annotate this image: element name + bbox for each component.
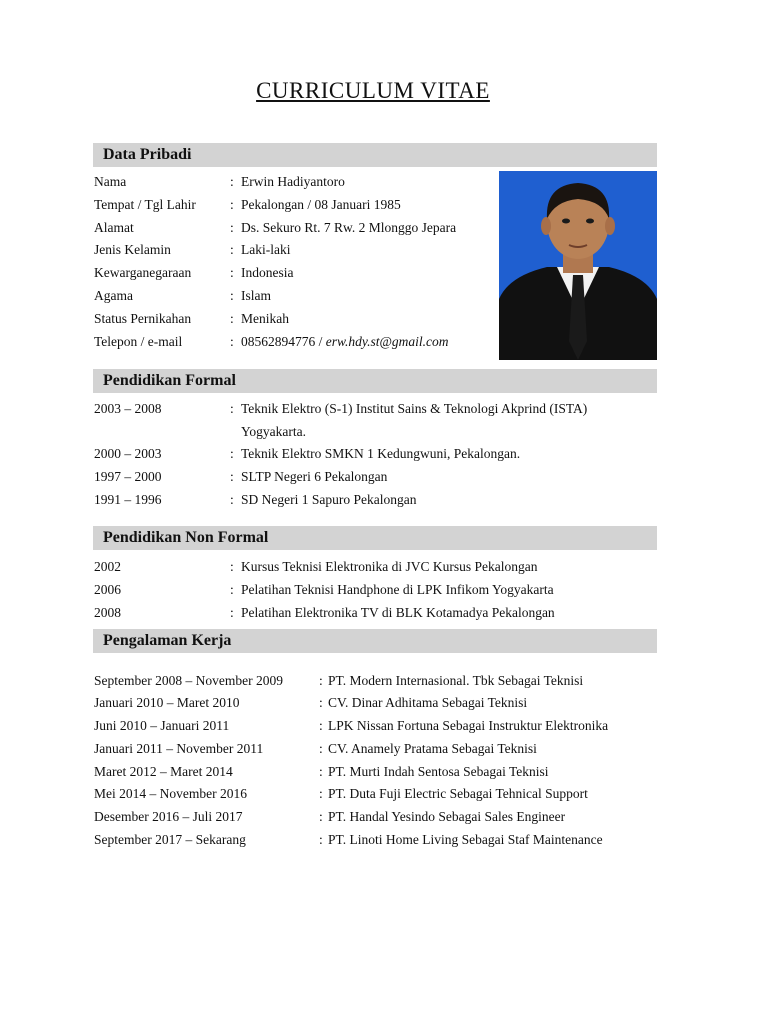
row-value: Erwin Hadiyantoro [241, 174, 345, 189]
row-value [241, 334, 449, 350]
row-colon: : [319, 809, 323, 824]
row-colon: : [230, 492, 234, 507]
row-value: Pelatihan Teknisi Handphone di LPK Infikom Yogyakarta [241, 582, 554, 597]
profile-photo [499, 171, 657, 360]
row-value: CV. Anamely Pratama Sebagai Teknisi [328, 741, 537, 756]
row-label: September 2017 – Sekarang [94, 832, 246, 847]
row-value: Indonesia [241, 265, 294, 280]
row-label: Telepon / e-mail [94, 334, 183, 349]
row-colon: : [319, 718, 323, 733]
row-colon: : [230, 311, 234, 326]
row-colon: : [230, 469, 234, 484]
row-label: Status Pernikahan [94, 311, 192, 326]
row-label: 1997 – 2000 [94, 469, 162, 484]
row-colon: : [319, 786, 323, 801]
row-value: PT. Modern Internasional. Tbk Sebagai Teknisi [328, 673, 584, 688]
row-label: Januari 2010 – Maret 2010 [94, 695, 240, 710]
row-colon: : [230, 582, 234, 597]
row-value: PT. Linoti Home Living Sebagai Staf Maintenance [328, 832, 603, 847]
row-value: SD Negeri 1 Sapuro Pekalongan [241, 492, 417, 507]
row-colon: : [230, 446, 234, 461]
section-heading-work: Pengalaman Kerja [93, 629, 657, 653]
row-value: Pelatihan Elektronika TV di BLK Kotamadya Pekalongan [241, 605, 555, 620]
row-value: Pekalongan / 08 Januari 1985 [241, 197, 401, 212]
row-label: 2000 – 2003 [94, 446, 162, 461]
row-value: SLTP Negeri 6 Pekalongan [241, 469, 388, 484]
row-label: Agama [94, 288, 133, 303]
row-colon: : [319, 832, 323, 847]
section-heading-nonformal: Pendidikan Non Formal [93, 526, 657, 550]
row-label: 2006 [94, 582, 121, 597]
row-value: PT. Duta Fuji Electric Sebagai Tehnical Support [328, 786, 588, 801]
row-value: PT. Handal Yesindo Sebagai Sales Engineer [328, 809, 566, 824]
row-colon: : [230, 401, 234, 416]
row-value: Kursus Teknisi Elektronika di JVC Kursus Pekalongan [241, 559, 538, 574]
row-value: CV. Dinar Adhitama Sebagai Teknisi [328, 695, 528, 710]
row-colon: : [230, 334, 234, 349]
row-value: Menikah [241, 311, 289, 326]
row-colon: : [230, 605, 234, 620]
row-colon: : [319, 764, 323, 779]
row-label: Januari 2011 – November 2011 [94, 741, 264, 756]
person-portrait-icon [499, 171, 657, 360]
row-label: 2003 – 2008 [94, 401, 162, 416]
row-label: Mei 2014 – November 2016 [94, 786, 247, 801]
row-value: Yogyakarta. [241, 424, 306, 439]
row-label: Tempat / Tgl Lahir [94, 197, 196, 212]
row-value: Islam [241, 288, 271, 303]
row-label: 1991 – 1996 [94, 492, 162, 507]
row-label: Maret 2012 – Maret 2014 [94, 764, 233, 779]
row-label: Alamat [94, 220, 134, 235]
row-label: Nama [94, 174, 127, 189]
row-colon: : [230, 197, 234, 212]
row-value: PT. Murti Indah Sentosa Sebagai Teknisi [328, 764, 549, 779]
row-colon: : [319, 673, 323, 688]
row-value: LPK Nissan Fortuna Sebagai Instruktur Elektronika [328, 718, 609, 733]
row-label: Desember 2016 – Juli 2017 [94, 809, 243, 824]
row-colon: : [230, 559, 234, 574]
row-colon: : [230, 174, 234, 189]
phone-number: 08562894776 / [241, 334, 326, 349]
row-value: Ds. Sekuro Rt. 7 Rw. 2 Mlonggo Jepara [241, 220, 457, 235]
row-colon: : [230, 265, 234, 280]
section-heading-personal: Data Pribadi [93, 143, 657, 167]
row-label: September 2008 – November 2009 [94, 673, 283, 688]
row-colon: : [230, 242, 234, 257]
row-label: 2002 [94, 559, 121, 574]
row-value: Teknik Elektro (S-1) Institut Sains & Teknologi Akprind (ISTA) [241, 401, 588, 416]
row-colon: : [230, 220, 234, 235]
row-label: Kewarganegaraan [94, 265, 192, 280]
row-label: 2008 [94, 605, 121, 620]
row-label: Jenis Kelamin [94, 242, 171, 257]
section-heading-formal: Pendidikan Formal [93, 369, 657, 393]
document-title: CURRICULUM VITAE [256, 78, 490, 103]
row-colon: : [230, 288, 234, 303]
row-value: Laki-laki [241, 242, 291, 257]
row-value: Teknik Elektro SMKN 1 Kedungwuni, Pekalongan. [241, 446, 521, 461]
row-colon: : [319, 695, 323, 710]
row-label: Juni 2010 – Januari 2011 [94, 718, 230, 733]
row-colon: : [319, 741, 323, 756]
email-address: erw.hdy.st@gmail.com [325, 334, 449, 349]
